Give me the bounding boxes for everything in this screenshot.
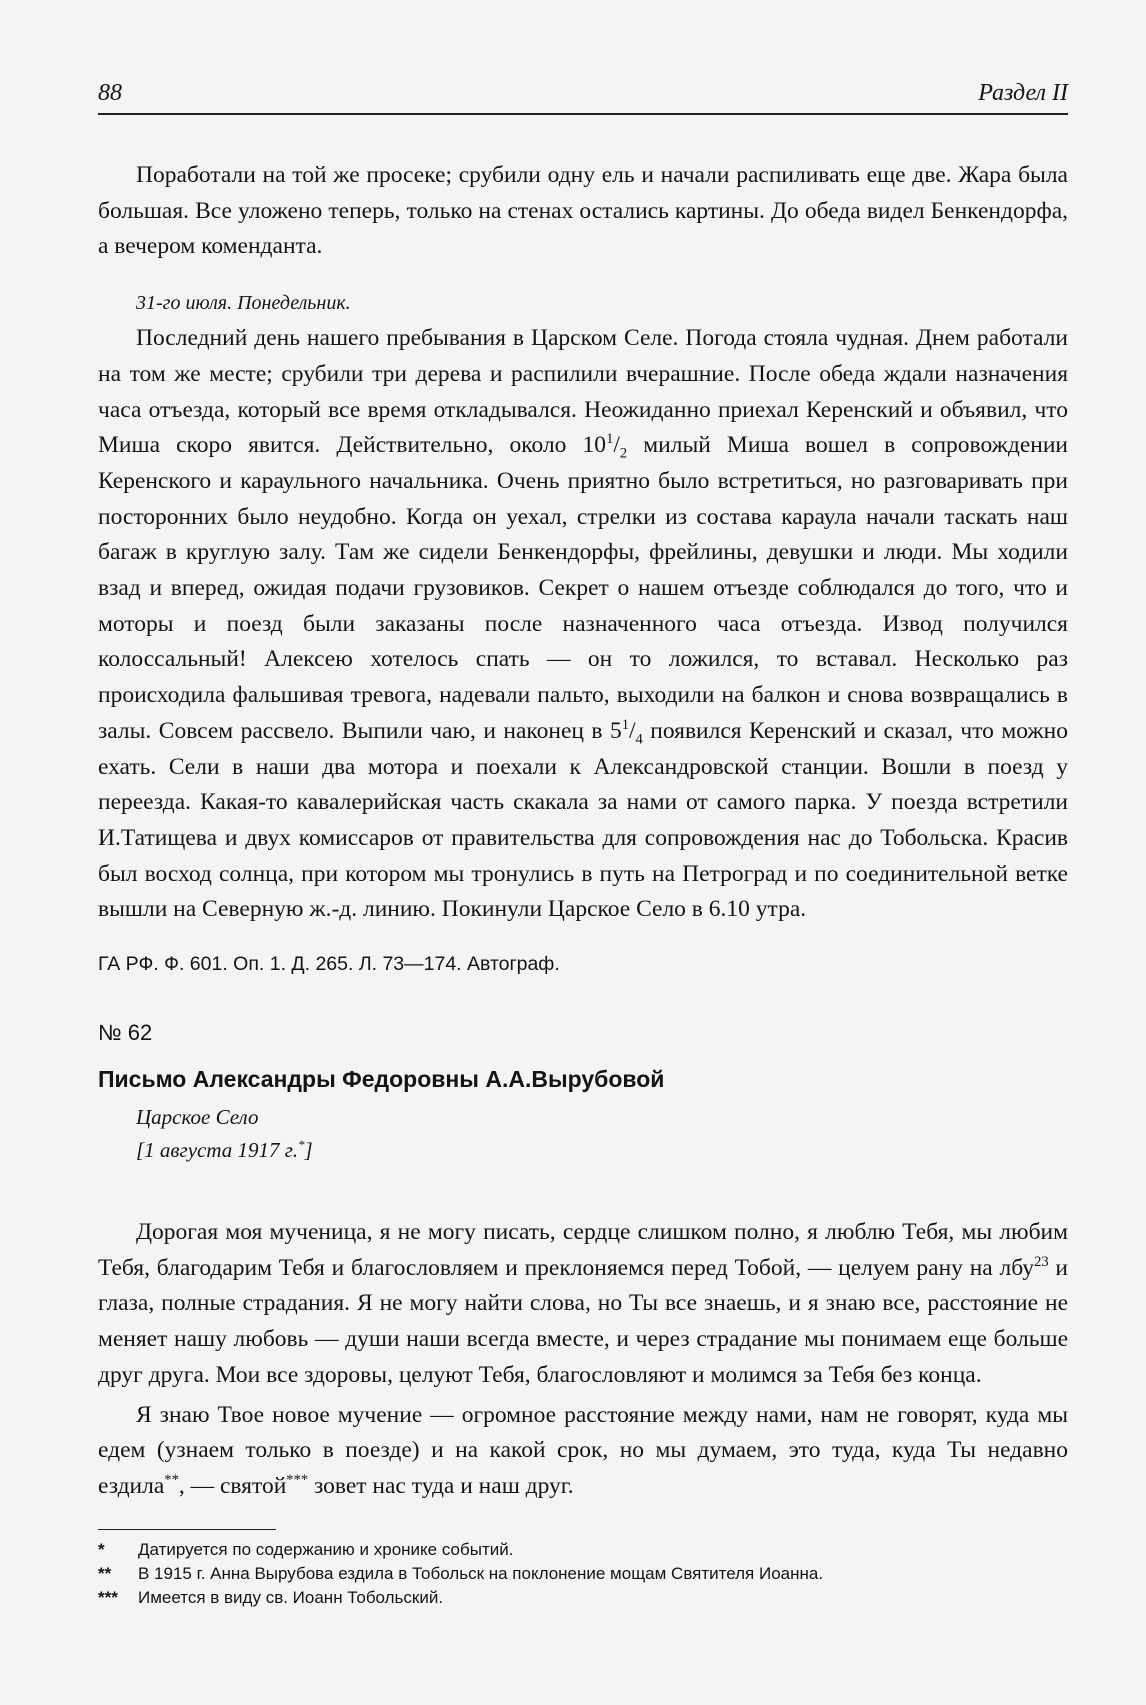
footnote-mark: *** [98,1587,118,1607]
footnote-ref: * [297,1137,305,1153]
diary-entry-date: 31-го июля. Понедельник. [136,292,351,315]
footnote-mark: ** [98,1563,112,1583]
footnote [98,1562,1068,1586]
fraction-numerator: 1 [606,431,614,448]
fraction-denominator: 4 [635,731,643,748]
document-place: Царское Село [136,1105,259,1130]
footnote-text: В 1915 г. Анна Вырубова ездила в Тобольск на поклонение мощам Святителя Иоанна. [138,1563,824,1583]
document-number: № 62 [98,1020,153,1046]
fraction-numerator: 1 [621,717,629,734]
entry-text-part-2: милый Миша вошел в сопровождении Керенского и караульного начальника. Очень приятно было встретиться, но разговаривать при посторонних было неудобно. Когда он уехал, стрелки из состава караула начали таскать наш багаж в круглую залу. Там же сидели Бенкендорфы, фрейлины, девушки и люди. Мы ходили взад и вперед, ожидая подачи грузовиков. Секрет о нашем отъезде соблюдался до того, что и моторы и поезд были заказаны после назначенного часа отъезда. Извод получился колоссальный! Алексею хотелось спать — он то ложился, то вставал. Несколько раз происходила фальшивая тревога, надевали пальто, выходили на балкон и снова возвращались в залы. Совсем рассвело. Выпили чаю, и наконец в 5 [98,432,1068,744]
footnote-ref: ** [164,1472,179,1489]
archive-source: ГА РФ. Ф. 601. Оп. 1. Д. 265. Л. 73—174. Автограф. [98,953,560,976]
footnote [98,1538,1068,1562]
letter-paragraph-2: Я знаю Твое новое мучение — огромное расстояние между нами, нам не говорят, куда мы едем (узнаем только в поезде) и на какой срок, но мы думаем, это туда, куда Ты недавно ездила**, — святой*** зовет нас туда и наш друг. [98,1401,1068,1499]
document-title: Письмо Александры Федоровны А.А.Вырубовой [98,1066,665,1093]
entry-text-part-1: Последний день нашего пребывания в Царском Селе. Погода стояла чудная. Днем работали на том же месте; срубили три дерева и распилили вчерашние. После обеда ждали назначения часа отъезда, который все время откладывался. Неожиданно приехал Керенский и объявил, что Миша скоро явится. Действительно, около 10 [98,325,1068,459]
footnote-divider [98,1529,276,1530]
section-title: Раздел II [978,80,1068,106]
document-date: [1 августа 1917 г.*] [136,1137,313,1163]
running-header [98,80,1068,115]
letter-body [98,1215,1068,1505]
footnote-text: Датируется по содержанию и хронике событий. [138,1539,514,1559]
page-body [98,158,1068,1610]
fraction-denominator: 2 [619,445,628,462]
diary-intro-paragraph: Поработали на той же просеке; срубили одну ель и начали распиливать еще две. Жара была большая. Все уложено теперь, только на стенах остались картины. До обеда видел Бенкендорфа, а вечером коменданта. [98,162,1068,260]
footnote-ref: *** [286,1472,309,1489]
entry-text-part-3: появился Керенский и сказал, что можно ехать. Сели в наши два мотора и поехали к Александровской станции. Вошли в поезд у переезда. Какая-то кавалерийская часть скакала за нами от самого парка. У поезда встретили И.Татищева и двух комиссаров от правительства для сопровождения нас до Тобольска. Красив был восход солнца, при котором мы тронулись в путь на Петроград и по соединительной ветке вышли на Северную ж.-д. линию. Покинули Царское Село в 6.10 утра. [98,717,1068,923]
footnote-text: Имеется в виду св. Иоанн Тобольский. [138,1587,444,1607]
diary-entry-paragraph: Последний день нашего пребывания в Царском Селе. Погода стояла чудная. Днем работали на том же месте; срубили три дерева и распилили вчерашние. После обеда ждали назначения часа отъезда, который все время откладывался. Неожиданно приехал Керенский и объявил, что Миша скоро явится. Действительно, около $10^1/_2$ милый Миша вошел в сопровождении Керенского и караульного начальника. Очень приятно было встретиться, но разговаривать при посторонних было неудобно. Когда он уехал, стрелки из состава караула начали таскать наш багаж в круглую залу. Там же сидели Бенкендорфы, фрейлины, девушки и люди. Мы ходили взад и вперед, ожидая подачи грузовиков. Секрет о нашем отъезде соблюдался до того, что и моторы и поезд были заказаны после назначенного часа отъезда. Извод получился колоссальный! Алексею хотелось спать — он то ложился, то вставал. Несколько раз происходила фальшивая тревога, надевали пальто, выходили на балкон и снова возвращались в залы. Совсем рассвело. Выпили чаю, и наконец в $5^1/_4$ появился Керенский и сказал, что можно ехать. Сели в наши два мотора и поехали к Александровской станции. Вошли в поезд у переезда. Какая-то кавалерийская часть скакала за нами от самого парка. У поезда встретили И.Татищева и двух комиссаров от правительства для сопровождения нас до Тобольска. Красив был восход солнца, при котором мы тронулись в путь на Петроград и по соединительной ветке вышли на Северную ж.-д. линию. Покинули Царское Село в 6.10 утра. [98,325,1068,923]
page-number: 88 [98,80,122,106]
endnote-ref: 23 [1034,1253,1049,1270]
letter-paragraph-1: Дорогая моя мученица, я не могу писать, сердце слишком полно, я люблю Тебя, мы любим Тебя, благодарим Тебя и благословляем и преклоняемся перед Тобой, — целуем рану на лбу$^{23}$ и глаза, полные страдания. Я не могу найти слова, но Ты все знаешь, и я знаю все, расстояние не меняет нашу любовь — души наши всегда вместе, и через страдание мы понимаем еще больше друг друга. Мои все здоровы, целуют Тебя, благословляют и молимся за Тебя без конца. [98,1219,1068,1388]
footnote [98,1586,1068,1610]
footnote-mark: * [98,1539,105,1559]
